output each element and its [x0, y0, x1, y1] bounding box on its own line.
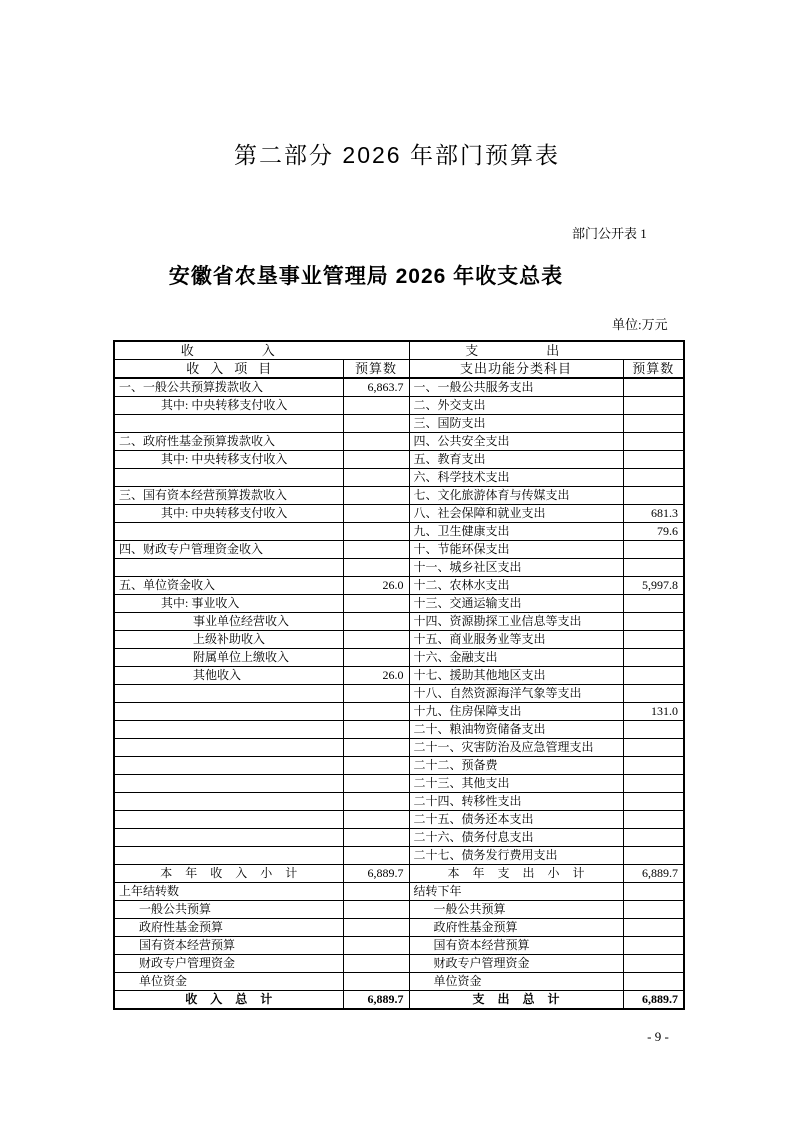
expense-value-cell — [623, 901, 684, 919]
expense-item-cell: 十六、金融支出 — [409, 649, 623, 667]
expense-value-cell: 131.0 — [623, 703, 684, 721]
expense-value-cell — [623, 757, 684, 775]
income-value-cell — [343, 541, 409, 559]
expense-value-cell — [623, 667, 684, 685]
expense-item-cell: 五、教育支出 — [409, 451, 623, 469]
column-header-row — [114, 360, 684, 379]
expense-item-cell: 一、一般公共服务支出 — [409, 378, 623, 397]
expense-value-cell — [623, 378, 684, 397]
income-value-cell — [343, 469, 409, 487]
income-value-cell — [343, 433, 409, 451]
table-row-total — [114, 991, 684, 1010]
table-row — [114, 487, 684, 505]
expense-section-header: 支出 — [409, 341, 684, 360]
table-row — [114, 559, 684, 577]
table-row — [114, 703, 684, 721]
income-item-cell: 其中: 中央转移支付收入 — [114, 451, 343, 469]
income-item-cell: 财政专户管理资金 — [114, 955, 343, 973]
income-value-cell — [343, 775, 409, 793]
expense-value-cell — [623, 721, 684, 739]
table-row — [114, 541, 684, 559]
expense-item-cell: 十九、住房保障支出 — [409, 703, 623, 721]
income-value-cell — [343, 973, 409, 991]
table-row — [114, 901, 684, 919]
income-value-cell: 26.0 — [343, 667, 409, 685]
table-row — [114, 829, 684, 847]
table-row — [114, 811, 684, 829]
expense-item-cell: 二十二、预备费 — [409, 757, 623, 775]
expense-item-cell: 三、国防支出 — [409, 415, 623, 433]
income-item-cell: 政府性基金预算 — [114, 919, 343, 937]
income-item-cell: 一、一般公共预算拨款收入 — [114, 378, 343, 397]
table-row — [114, 397, 684, 415]
table-row — [114, 595, 684, 613]
expense-item-cell: 十四、资源勘探工业信息等支出 — [409, 613, 623, 631]
expense-item-cell: 十、节能环保支出 — [409, 541, 623, 559]
income-value-cell: 6,889.7 — [343, 865, 409, 883]
table-row — [114, 577, 684, 595]
income-item-cell — [114, 685, 343, 703]
income-item-cell — [114, 559, 343, 577]
expense-item-cell: 二、外交支出 — [409, 397, 623, 415]
income-item-cell: 其中: 事业收入 — [114, 595, 343, 613]
income-item-cell: 其他收入 — [114, 667, 343, 685]
expense-item-cell: 二十三、其他支出 — [409, 775, 623, 793]
income-item-cell — [114, 793, 343, 811]
income-value-cell — [343, 793, 409, 811]
expense-value-cell — [623, 973, 684, 991]
income-item-cell: 上级补助收入 — [114, 631, 343, 649]
expense-value-cell — [623, 559, 684, 577]
expense-item-cell: 十七、援助其他地区支出 — [409, 667, 623, 685]
unit-label: 单位:万元 — [612, 317, 668, 332]
table-row-subtotal — [114, 865, 684, 883]
income-value-cell — [343, 451, 409, 469]
income-value-cell — [343, 883, 409, 901]
expense-value-cell — [623, 811, 684, 829]
table-row — [114, 667, 684, 685]
expense-value-cell — [623, 937, 684, 955]
expense-value-cell — [623, 919, 684, 937]
income-item-cell: 其中: 中央转移支付收入 — [114, 397, 343, 415]
income-value-cell: 6,889.7 — [343, 991, 409, 1010]
expense-item-cell: 政府性基金预算 — [409, 919, 623, 937]
expense-value-cell — [623, 415, 684, 433]
income-value-cell — [343, 901, 409, 919]
income-item-cell — [114, 757, 343, 775]
income-item-cell — [114, 739, 343, 757]
expense-item-cell: 四、公共安全支出 — [409, 433, 623, 451]
expense-item-column-header: 支出功能分类科目 — [409, 360, 623, 379]
table-row — [114, 973, 684, 991]
income-value-cell — [343, 955, 409, 973]
table-row — [114, 919, 684, 937]
expense-item-cell: 十三、交通运输支出 — [409, 595, 623, 613]
income-value-cell — [343, 721, 409, 739]
table-row — [114, 415, 684, 433]
expense-value-cell — [623, 775, 684, 793]
table-row — [114, 378, 684, 397]
income-value-cell — [343, 649, 409, 667]
income-item-cell: 附属单位上缴收入 — [114, 649, 343, 667]
budget-table — [113, 340, 685, 1010]
table-row — [114, 955, 684, 973]
expense-value-cell — [623, 955, 684, 973]
expense-item-cell: 十二、农林水支出 — [409, 577, 623, 595]
table-row — [114, 523, 684, 541]
income-item-cell — [114, 811, 343, 829]
expense-value-cell — [623, 451, 684, 469]
expense-value-cell — [623, 595, 684, 613]
budget-table-body — [114, 378, 684, 1009]
income-item-cell — [114, 829, 343, 847]
table-row — [114, 775, 684, 793]
expense-item-cell: 十一、城乡社区支出 — [409, 559, 623, 577]
table-row — [114, 685, 684, 703]
income-value-cell — [343, 685, 409, 703]
income-item-cell — [114, 847, 343, 865]
expense-value-cell: 6,889.7 — [623, 991, 684, 1010]
income-item-cell — [114, 703, 343, 721]
income-value-cell — [343, 613, 409, 631]
table-row — [114, 793, 684, 811]
income-item-cell — [114, 415, 343, 433]
table-row — [114, 505, 684, 523]
income-item-cell — [114, 721, 343, 739]
income-value-cell — [343, 739, 409, 757]
income-value-cell — [343, 595, 409, 613]
income-value-cell — [343, 505, 409, 523]
income-item-cell: 一般公共预算 — [114, 901, 343, 919]
income-item-cell: 国有资本经营预算 — [114, 937, 343, 955]
expense-item-cell: 十八、自然资源海洋气象等支出 — [409, 685, 623, 703]
expense-value-cell — [623, 487, 684, 505]
income-section-header: 收入 — [114, 341, 409, 360]
expense-item-cell: 支出总计 — [409, 991, 623, 1010]
expense-item-cell: 结转下年 — [409, 883, 623, 901]
expense-value-cell: 5,997.8 — [623, 577, 684, 595]
expense-item-cell: 二十四、转移性支出 — [409, 793, 623, 811]
income-item-cell: 三、国有资本经营预算拨款收入 — [114, 487, 343, 505]
expense-item-cell: 二十五、债务还本支出 — [409, 811, 623, 829]
income-value-cell: 26.0 — [343, 577, 409, 595]
income-value-cell — [343, 937, 409, 955]
expense-budget-column-header: 预算数 — [623, 360, 684, 379]
expense-value-cell — [623, 685, 684, 703]
section-header-row — [114, 341, 684, 360]
section-title: 第二部分 2026 年部门预算表 — [234, 142, 560, 168]
expense-value-cell: 6,889.7 — [623, 865, 684, 883]
table-row — [114, 937, 684, 955]
table-title: 安徽省农垦事业管理局 2026 年收支总表 — [168, 265, 564, 288]
income-item-cell: 单位资金 — [114, 973, 343, 991]
expense-item-cell: 七、文化旅游体育与传媒支出 — [409, 487, 623, 505]
expense-item-cell: 二十一、灾害防治及应急管理支出 — [409, 739, 623, 757]
income-item-cell: 四、财政专户管理资金收入 — [114, 541, 343, 559]
expense-item-cell: 单位资金 — [409, 973, 623, 991]
expense-value-cell — [623, 793, 684, 811]
income-value-cell — [343, 523, 409, 541]
expense-value-cell — [623, 433, 684, 451]
income-value-cell — [343, 631, 409, 649]
table-row — [114, 433, 684, 451]
expense-value-cell — [623, 649, 684, 667]
expense-item-cell: 九、卫生健康支出 — [409, 523, 623, 541]
expense-value-cell — [623, 397, 684, 415]
income-value-cell — [343, 487, 409, 505]
income-value-cell: 6,863.7 — [343, 378, 409, 397]
table-row — [114, 721, 684, 739]
expense-item-cell: 财政专户管理资金 — [409, 955, 623, 973]
expense-value-cell — [623, 829, 684, 847]
expense-item-cell: 本年支出小计 — [409, 865, 623, 883]
income-budget-column-header: 预算数 — [343, 360, 409, 379]
income-item-cell — [114, 775, 343, 793]
expense-item-cell: 二十六、债务付息支出 — [409, 829, 623, 847]
income-value-cell — [343, 559, 409, 577]
income-item-cell: 二、政府性基金预算拨款收入 — [114, 433, 343, 451]
income-value-cell — [343, 919, 409, 937]
expense-value-cell: 79.6 — [623, 523, 684, 541]
expense-value-cell — [623, 541, 684, 559]
expense-value-cell — [623, 613, 684, 631]
income-value-cell — [343, 415, 409, 433]
table-row — [114, 847, 684, 865]
income-value-cell — [343, 397, 409, 415]
table-row — [114, 469, 684, 487]
income-value-cell — [343, 829, 409, 847]
expense-value-cell — [623, 631, 684, 649]
expense-item-cell: 二十、粮油物资储备支出 — [409, 721, 623, 739]
expense-item-cell: 十五、商业服务业等支出 — [409, 631, 623, 649]
income-item-cell: 本年收入小计 — [114, 865, 343, 883]
expense-item-cell: 八、社会保障和就业支出 — [409, 505, 623, 523]
table-row — [114, 739, 684, 757]
expense-item-cell: 六、科学技术支出 — [409, 469, 623, 487]
table-row — [114, 883, 684, 901]
table-row — [114, 613, 684, 631]
income-item-cell: 上年结转数 — [114, 883, 343, 901]
table-row — [114, 631, 684, 649]
income-item-cell: 事业单位经营收入 — [114, 613, 343, 631]
income-value-cell — [343, 811, 409, 829]
table-row — [114, 451, 684, 469]
expense-item-cell: 国有资本经营预算 — [409, 937, 623, 955]
income-item-column-header: 收入项目 — [114, 360, 343, 379]
table-row — [114, 649, 684, 667]
expense-item-cell: 一般公共预算 — [409, 901, 623, 919]
income-item-cell — [114, 523, 343, 541]
income-item-cell: 收入总计 — [114, 991, 343, 1010]
expense-value-cell — [623, 883, 684, 901]
table-row — [114, 757, 684, 775]
expense-value-cell: 681.3 — [623, 505, 684, 523]
expense-value-cell — [623, 847, 684, 865]
page-number: - 9 - — [647, 1029, 669, 1044]
income-value-cell — [343, 757, 409, 775]
income-item-cell — [114, 469, 343, 487]
income-item-cell: 其中: 中央转移支付收入 — [114, 505, 343, 523]
expense-item-cell: 二十七、债务发行费用支出 — [409, 847, 623, 865]
table-public-label: 部门公开表 1 — [572, 226, 647, 241]
income-value-cell — [343, 703, 409, 721]
income-item-cell: 五、单位资金收入 — [114, 577, 343, 595]
expense-value-cell — [623, 469, 684, 487]
income-value-cell — [343, 847, 409, 865]
expense-value-cell — [623, 739, 684, 757]
